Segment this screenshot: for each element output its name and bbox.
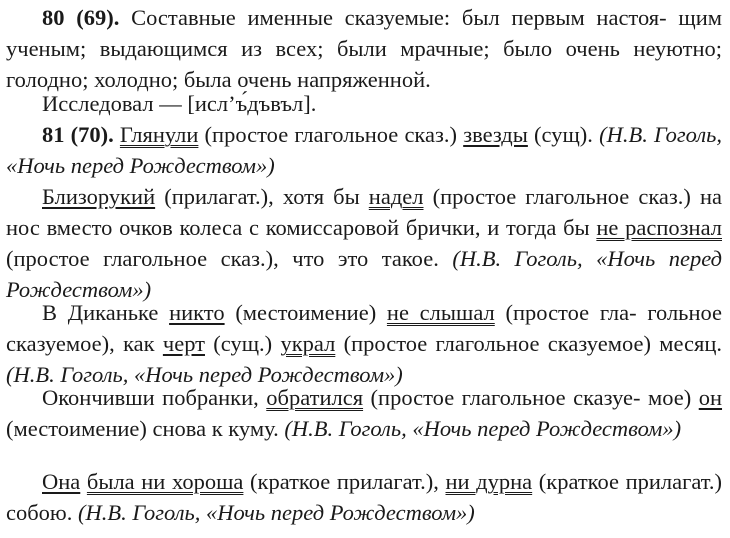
text-line: Окончивши побранки, — [42, 385, 259, 410]
comment: (простое глагольное сказ.) — [204, 122, 458, 147]
paragraph-2 — [6, 181, 722, 305]
exercise-80 — [6, 2, 722, 95]
text-line: сказуемое) месяц. — [547, 331, 723, 356]
predicate-word: ни дурна — [445, 469, 533, 494]
comment: (краткое — [538, 469, 619, 494]
predicate-word: была ни хороша — [86, 469, 244, 494]
source-citation: (Н.В. Гоголь, «Ночь перед Рождеством») — [6, 362, 403, 387]
predicate-word: надел — [368, 184, 424, 209]
predicate-word: Глянули — [119, 122, 199, 147]
comment: (простое глагольное — [432, 184, 630, 209]
source-citation: (Н.В. Гоголь, «Ночь перед Рождеством») — [6, 122, 722, 178]
subject-word: никто — [169, 300, 225, 325]
source-citation: (Н.В. Гоголь, «Ночь перед Рождеством») — [6, 246, 723, 302]
phonetic-label: Исследовал — — [42, 91, 182, 116]
text-line: щим ученым; выдающимся из всех; были мрачные; было очень — [6, 5, 722, 61]
exercise-number: 80 (69). — [42, 5, 120, 30]
text-line: сказ.) на нос вместо очков колеса с комиссаровой брички, и тогда — [6, 184, 723, 240]
comment: (местоимение) снова к куму. — [6, 416, 279, 441]
subject-word: Она — [42, 469, 81, 494]
comment: (прилагат.), хотя бы — [164, 184, 360, 209]
paragraph-5 — [6, 466, 722, 528]
text-line: В Диканьке — [42, 300, 159, 325]
source-citation: (Н.В. Гоголь, «Ночь перед — [284, 416, 531, 441]
source-citation: Рождеством») — [536, 416, 682, 441]
underlined-word: Близорукий — [42, 184, 156, 209]
paragraph-4 — [6, 382, 722, 444]
phonetic-transcription: [исл’ъ́дъвъл]. — [187, 91, 317, 116]
comment: (простое глагольное — [343, 331, 540, 356]
subject-word: он — [698, 385, 723, 410]
subject-word: звезды — [463, 122, 528, 147]
subject-word: черт — [162, 331, 205, 356]
comment: (местоимение) — [235, 300, 377, 325]
text-line: гольное сказуемое), как — [6, 300, 722, 356]
phonetic-line — [6, 88, 722, 119]
text-line: неуютно; голодно; холодно; была очень напряженной. — [6, 36, 723, 92]
comment: (простое глагольное сказуе- — [370, 385, 641, 410]
predicate-word: не слышал — [386, 300, 495, 325]
predicate-word: не распознал — [596, 215, 722, 240]
comment: (простое гла- — [505, 300, 637, 325]
predicate-word: украл — [280, 331, 336, 356]
text-line: мое) — [648, 385, 692, 410]
comment: (сущ.) — [213, 331, 273, 356]
exercise-number: 81 (70). — [42, 122, 114, 147]
comment: (простое глагольное сказ.), что это такое. — [6, 246, 439, 271]
text-line: прилагат.) собою. — [6, 469, 723, 525]
text-line: бы — [563, 215, 590, 240]
exercise-81 — [6, 119, 722, 181]
paragraph-3 — [6, 297, 722, 390]
comment: (краткое прилагат.), — [250, 469, 439, 494]
source-citation: (Н.В. Гоголь, «Ночь перед Рождеством») — [78, 500, 475, 525]
comment: (сущ). — [534, 122, 593, 147]
predicate-word: обратился — [266, 385, 364, 410]
text-line: Составные именные сказуемые: был первым настоя- — [131, 5, 667, 30]
